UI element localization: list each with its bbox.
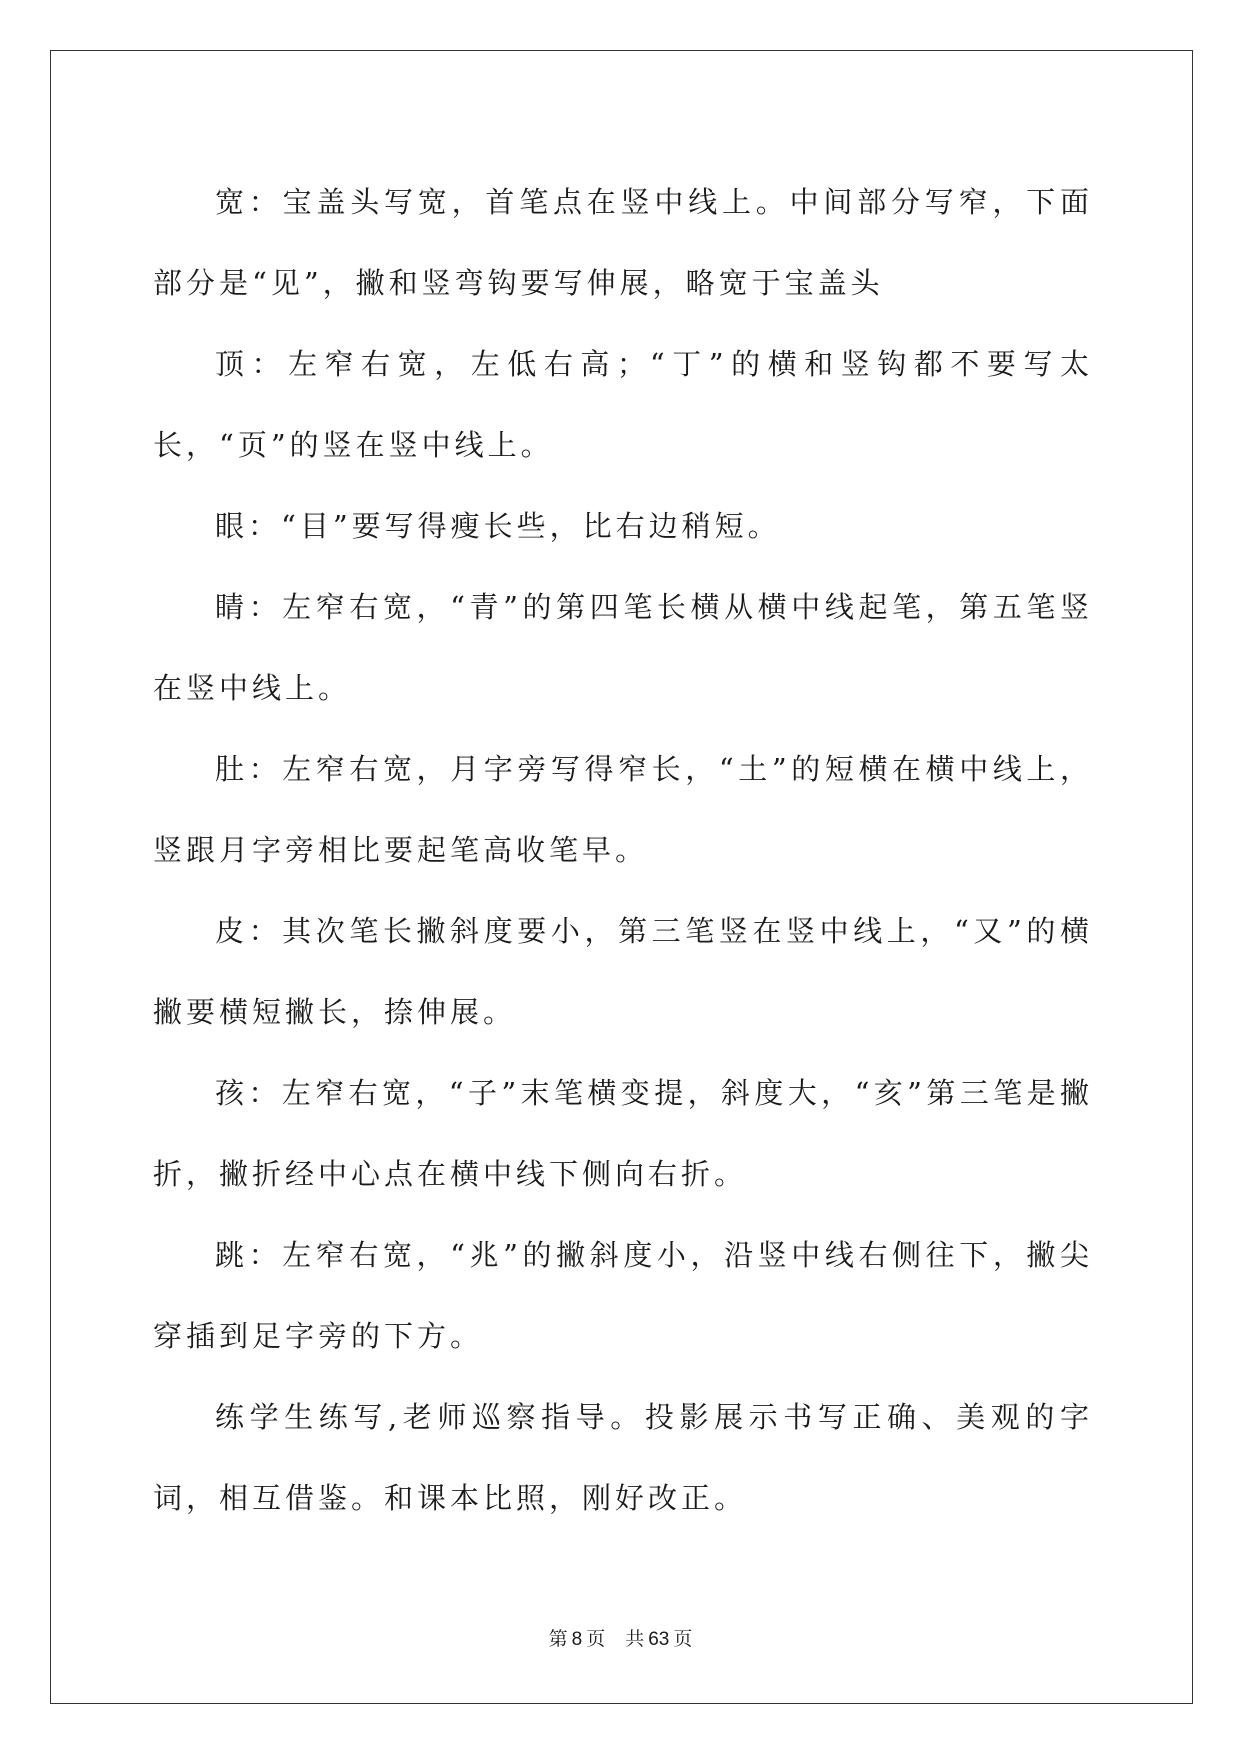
paragraph-yan: 眼：“目”要写得瘦长些，比右边稍短。	[215, 509, 781, 543]
paragraph-tiao: 跳：左窄右宽，“兆”的撇斜度小，沿竖中线右侧往下，撇尖穿插到足字旁的下方。	[153, 1238, 1093, 1353]
footer-page-unit: 页	[586, 1628, 606, 1650]
paragraph-ding: 顶：左窄右宽，左低右高；“丁”的横和竖钩都不要写太长，“页”的竖在竖中线上。	[153, 347, 1093, 462]
current-page-number: 8	[571, 1629, 583, 1650]
paragraph-pi: 皮：其次笔长撇斜度要小，第三笔竖在竖中线上，“又”的横撇要横短撇长，捺伸展。	[153, 914, 1093, 1029]
paragraph-jing: 睛：左窄右宽，“青”的第四笔长横从横中线起笔，第五笔竖在竖中线上。	[153, 590, 1093, 705]
paragraph-du: 肚：左窄右宽，月字旁写得窄长，“土”的短横在横中线上，竖跟月字旁相比要起笔高收笔早。	[153, 752, 1093, 867]
paragraph-practice: 练学生练写,老师巡察指导。投影展示书写正确、美观的字词，相互借鉴。和课本比照，刚好改正。	[153, 1400, 1093, 1515]
total-pages-number: 63	[648, 1629, 670, 1650]
footer-total-prefix: 共	[625, 1628, 645, 1650]
footer-prefix: 第	[548, 1628, 568, 1650]
page-footer	[0, 1624, 1241, 1651]
paragraph-hai: 孩：左窄右宽，“子”末笔横变提，斜度大，“亥”第三笔是撇折，撇折经中心点在横中线下侧向右折。	[153, 1076, 1093, 1191]
footer-total-unit: 页	[673, 1628, 693, 1650]
document-body	[153, 162, 1093, 1539]
paragraph-kuan: 宽：宝盖头写宽，首笔点在竖中线上。中间部分写窄，下面部分是“见”，撇和竖弯钩要写伸展，略宽于宝盖头	[153, 185, 1093, 300]
